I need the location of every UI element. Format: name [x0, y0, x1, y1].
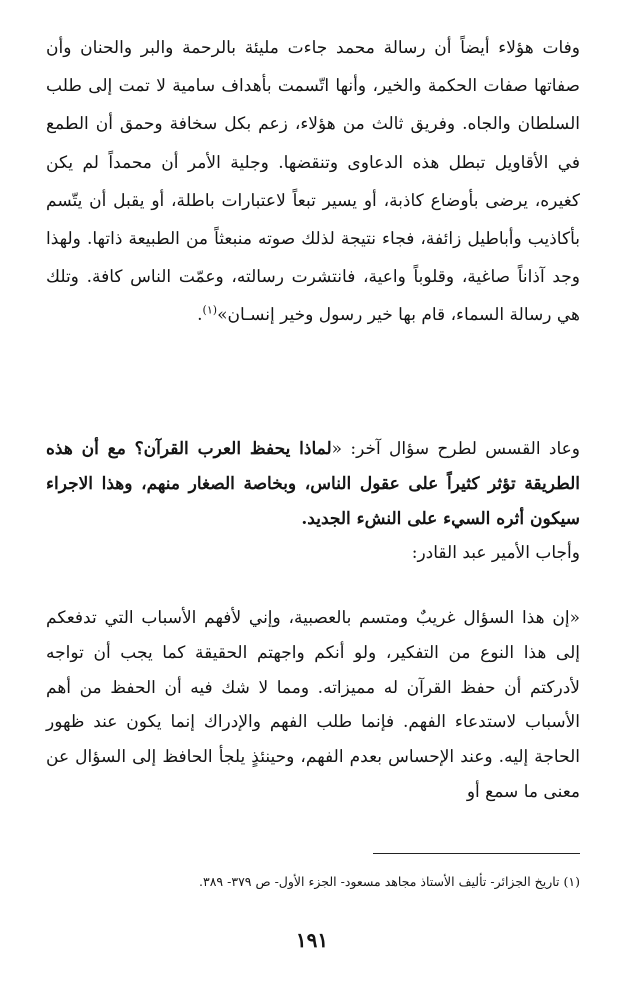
- footnote-reference: (١): [202, 303, 218, 317]
- footnote: [40, 871, 580, 893]
- answer-intro: وأجاب الأمير عبد القادر:: [411, 543, 580, 564]
- question-text: لماذا يحفظ العرب القرآن؟ مع أن هذه الطريقة تؤثر كثيراً على عقول الناس، وبخاصة الصغار منهم، وهذا الاجراء سيكون أثره السيء على النشء الجديد.: [46, 439, 580, 529]
- question-intro: وعاد القسس لطرح سؤال آخر: «: [331, 439, 580, 459]
- body-paragraph-3: [46, 601, 580, 810]
- footnote-text: (١) تاريخ الجزائر- تأليف الأستاذ مجاهد مسعود- الجزء الأول- ص ٣٧٩- ٣٨٩.: [199, 874, 580, 889]
- footnote-divider: [373, 853, 580, 854]
- paragraph-1-text: وفات هؤلاء أيضاً أن رسالة محمد جاءت مليئة بالرحمة والبر والحنان وأن صفاتها صفات الحكمة والخير، وأنها اتّسمت بأهداف سامية لا تمت إلى طلب السلطان والجاه. وفريق ثالث من هؤلاء، زعم بكل سخافة وحمق أن الطمع في الأقاويل تبطل هذه الدعاوى وتنقضها. وجلية الأمر أن محمداً لم يكن كغيره، يرضى بأوضاع كاذبة، أو يسير تبعاً لاعتبارات باطلة، أو يقبل أن يتّسم بأكاذيب وأباطيل زائفة، فجاء نتيجة لذلك صوته منبعثاً من الطبيعة ذاتها. ولهذا وجد آذاناً صاغية، وقلوباً واعية، فانتشرت رسالته، وعمّت الناس كافة. وتلك هي رسالة السماء، قام بها خير رسول وخير إنسـان»: [46, 38, 580, 326]
- answer-text: «إن هذا السؤال غريبٌ ومتسم بالعصبية، وإني لأفهم الأسباب التي تدفعكم إلى هذا النوع من التفكير، ولو أنكم واجهتم الحقيقة كما يجب أن تواجه لأدركتم أن حفظ القرآن له مميزاته. ومما لا شك فيه أن الحفظ من أهم الأسباب لاستدعاء الفهم. فإنما طلب الفهم والإدراك إنما يكون عند ظهور الحاجة إليه. وعند الإحساس بعدم الفهم، وحينئذٍ يلجأ الحافظ إلى السؤال عن معنى ما سمع أو: [46, 608, 580, 802]
- page-number: ١٩١: [295, 928, 329, 952]
- body-paragraph-2: [46, 432, 580, 571]
- paragraph-1-end: .: [197, 305, 203, 326]
- body-paragraph-1: [46, 29, 580, 335]
